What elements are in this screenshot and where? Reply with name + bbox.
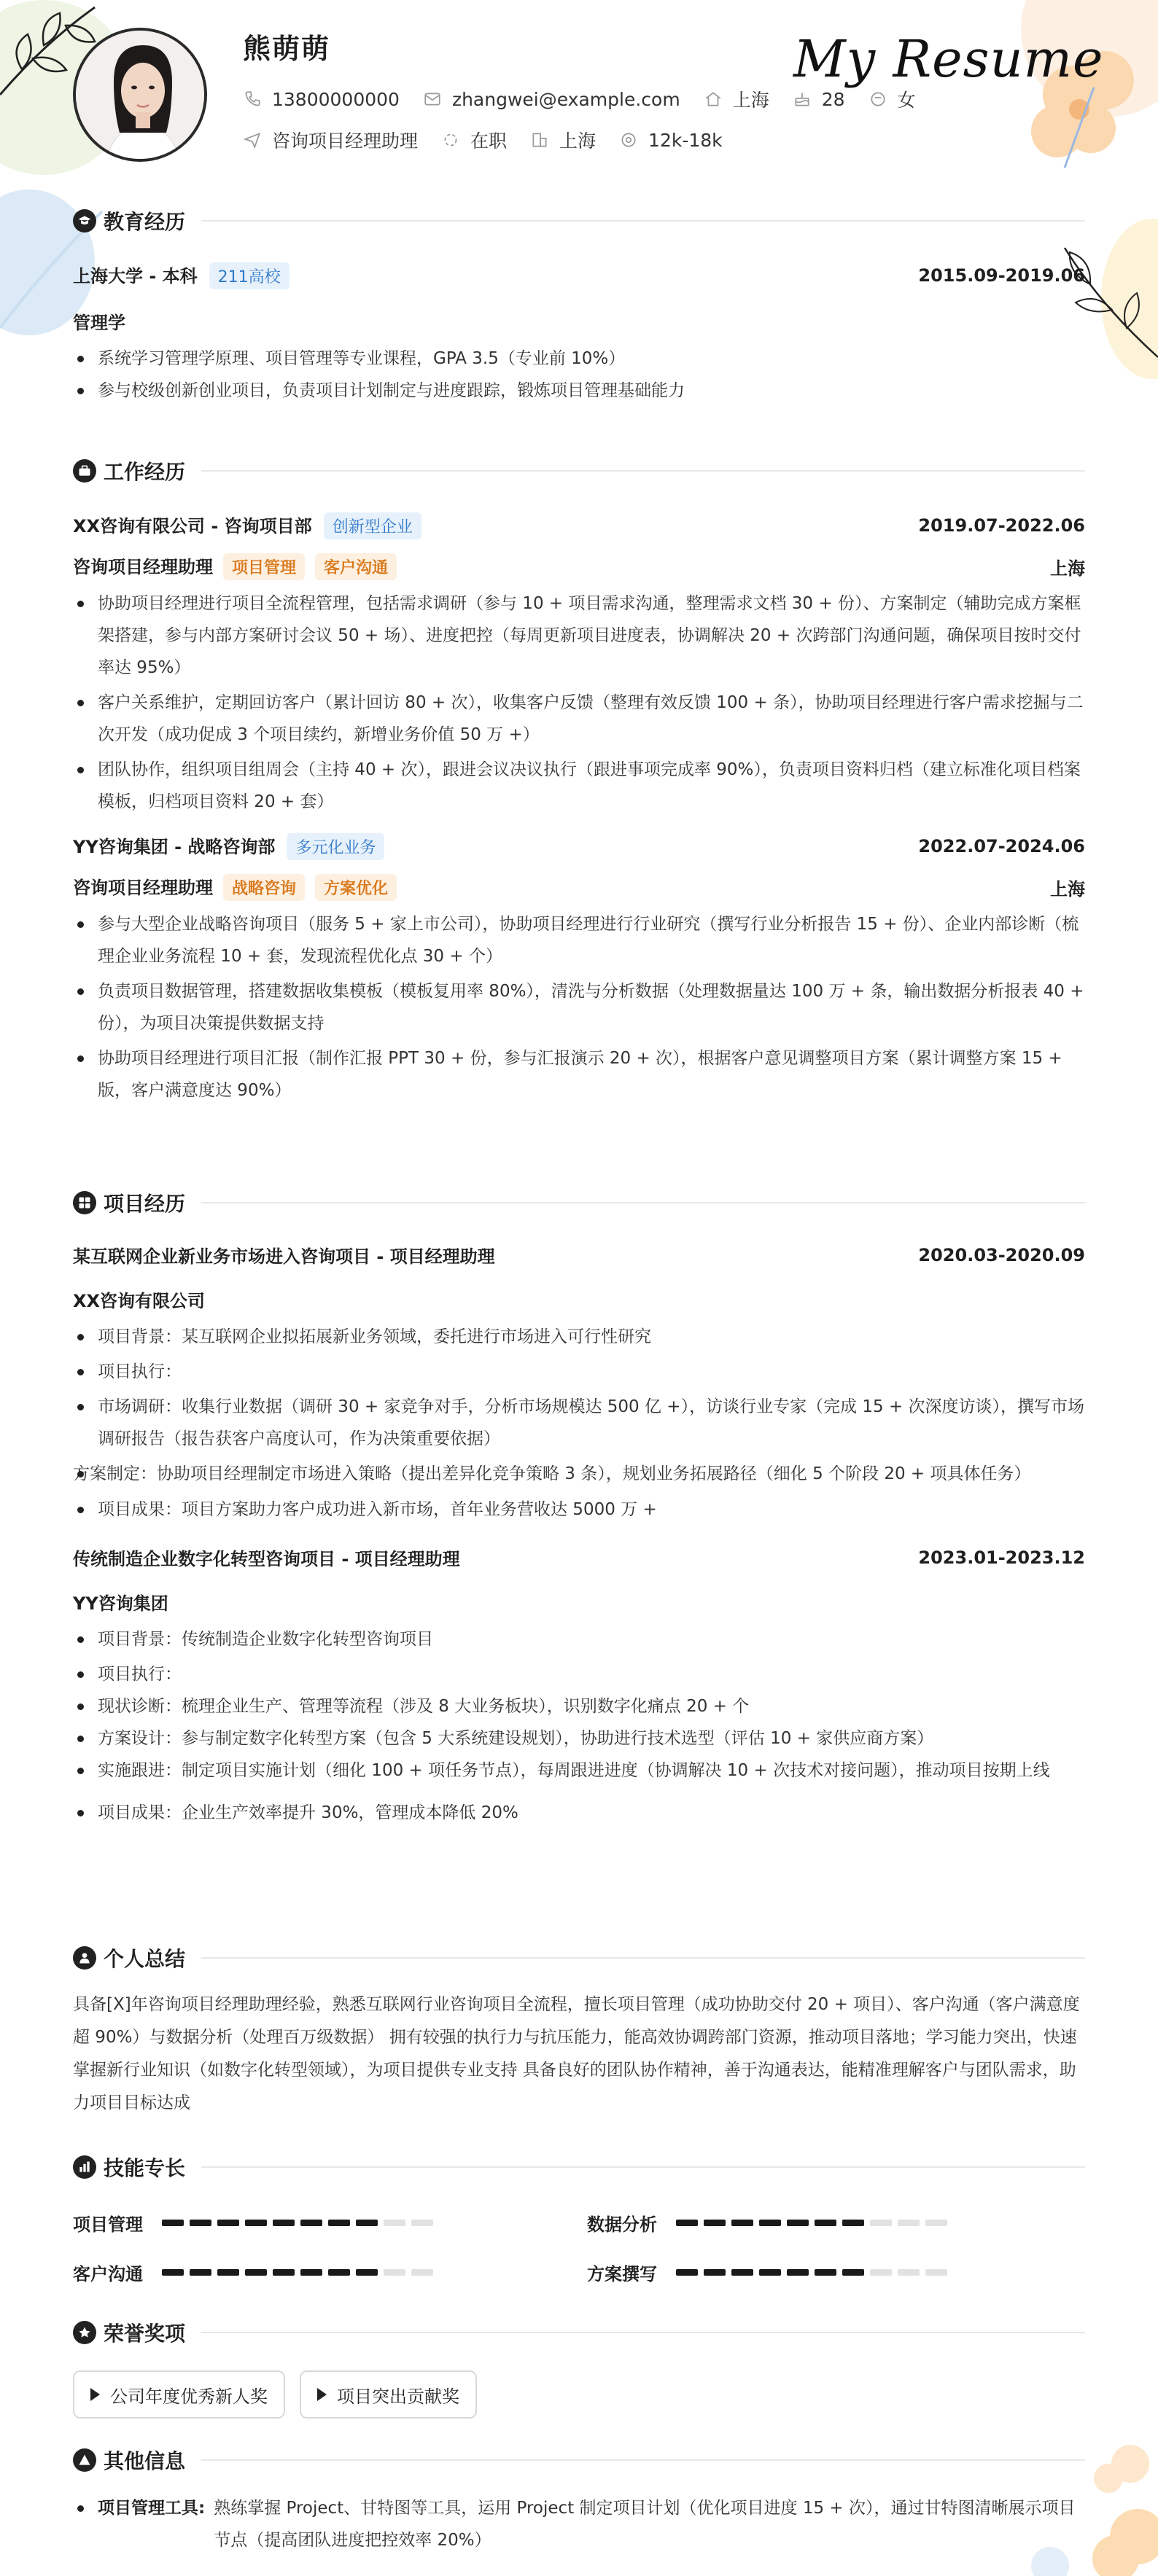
list-item: 项目执行： — [73, 1356, 1085, 1388]
divider — [201, 1957, 1085, 1959]
graduation-cap-icon — [73, 209, 96, 233]
divider — [201, 2459, 1085, 2461]
chart-icon — [73, 2155, 96, 2179]
list-item: 团队协作，组织项目组周会（主持 40 + 次），跟进会议决议执行（跟进事项完成率 90%），负责项目资料归档（建立标准化项目档案模板，归档项目资料 20 + 套） — [73, 754, 1085, 818]
award-chip — [73, 2370, 285, 2419]
skill-level-segment — [870, 2220, 892, 2226]
skill-level-segment — [245, 2269, 267, 2276]
skill-level-segment — [842, 2220, 864, 2226]
skill-level-segment — [384, 2269, 405, 2276]
contact-info-row — [243, 86, 939, 112]
list-item: 实施跟进：制定项目实施计划（细化 100 + 项任务节点），每周跟进进度（协调解决 10 + 次技术对接问题），推动项目按期上线 — [73, 1755, 1085, 1787]
skill-level-segment — [411, 2269, 433, 2276]
education-section — [73, 206, 1085, 407]
project-name: 传统制造企业数字化转型咨询项目 - 项目经理助理 — [73, 1549, 460, 1569]
skill-level-segment — [328, 2269, 350, 2276]
grid-icon — [73, 1191, 96, 1214]
list-item: 协助项目经理进行项目全流程管理，包括需求调研（参与 10 + 项目需求沟通，整理需求文档 30 + 份）、方案制定（辅助完成方案框架搭建，参与内部方案研讨会议 50 + 场）、进度把控（每周更新项目进度表，协调解决 20 + 次跨部门沟通问题，确保项目按时交付率达 95%） — [73, 588, 1085, 684]
send-icon — [243, 130, 262, 149]
skill-level-bar — [162, 2269, 439, 2276]
skill-level-segment — [356, 2269, 378, 2276]
role-text: 咨询项目经理助理 — [73, 557, 213, 577]
project-result — [73, 1494, 1085, 1526]
job-role-row — [73, 553, 1085, 580]
candidate-name: 熊萌萌 — [243, 33, 331, 65]
summary-text: 具备[X]年咨询项目经理助理经验，熟悉互联网行业咨询项目全流程，擅长项目管理（成功协助交付 20 + 项目）、客户沟通（客户满意度超 90%）与数据分析（处理百万级数据） 拥有较强的执行力与抗压能力，能高效协调跨部门资源，推动项目落地；学习能力突出，快速掌握新行业知识（如数字化转型领域），为项目提供专业支持 具备良好的团队协作精神，善于沟通表达，能精准理解客户与团队需求，助力项目目标达成 — [73, 1995, 1080, 2112]
age-text: 28 — [821, 88, 845, 110]
divider — [201, 220, 1085, 222]
job-period: 2019.07-2022.06 — [918, 515, 1085, 536]
skill-level-bar — [676, 2269, 953, 2276]
coin-icon — [619, 130, 638, 149]
project-bullets — [73, 1321, 1085, 1455]
list-item: 协助项目经理进行项目汇报（制作汇报 PPT 30 + 份，参与汇报演示 20 + 次），根据客户意见调整项目方案（累计调整方案 15 + 版，客户满意度达 90%） — [73, 1042, 1085, 1106]
building-icon — [530, 130, 549, 149]
list-item: 市场调研：收集行业数据（调研 30 + 家竞争对手，分析市场规模达 500 亿 +），访谈行业专家（完成 15 + 次深度访谈），撰写市场调研报告（报告获客户高度认可，作为决策重要依据） — [73, 1391, 1085, 1455]
divider — [201, 2166, 1085, 2168]
award-name: 公司年度优秀新人奖 — [110, 2386, 268, 2407]
project-org: YY咨询集团 — [73, 1593, 168, 1614]
home-icon — [704, 90, 723, 109]
awards-section — [73, 2318, 1085, 2419]
job-city: 上海 — [1050, 558, 1085, 579]
projects-section — [73, 1188, 1085, 1829]
list-item: 系统学习管理学原理、项目管理等专业课程，GPA 3.5（专业前 10%） — [73, 343, 1085, 375]
skill-level-segment — [217, 2220, 239, 2226]
skill-level-segment — [190, 2220, 211, 2226]
company-tag: 创新型企业 — [324, 512, 421, 539]
skill-level-segment — [162, 2269, 184, 2276]
play-icon — [90, 2388, 100, 2401]
skill-level-segment — [676, 2269, 698, 2276]
award-chip — [300, 2370, 477, 2419]
section-title: 个人总结 — [104, 1947, 186, 1971]
skill-level-segment — [217, 2269, 239, 2276]
skill-name: 数据分析 — [587, 2214, 657, 2235]
skill-level-segment — [356, 2220, 378, 2226]
skill-level-segment — [384, 2220, 405, 2226]
other-text: 熟练掌握 Project、甘特图等工具，运用 Project 制定项目计划（优化项目进度 15 + 次），通过甘特图清晰展示项目节点（提高团队进度把控效率 20%） — [214, 2499, 1076, 2550]
role-tag: 客户沟通 — [315, 553, 397, 580]
summary-section — [73, 1943, 1085, 2120]
hometown-item — [704, 86, 769, 112]
skill-level-segment — [787, 2220, 809, 2226]
portrait-image — [76, 31, 207, 162]
skill-level-segment — [273, 2220, 295, 2226]
education-header-row — [73, 262, 1085, 289]
list-item: 项目背景：传统制造企业数字化转型咨询项目 — [73, 1623, 1085, 1655]
other-label — [73, 2492, 205, 2556]
skill-level-segment — [815, 2220, 836, 2226]
age-item — [793, 89, 845, 110]
job-bullets — [73, 588, 1085, 818]
project-header-row — [73, 1242, 1085, 1268]
cake-icon — [793, 90, 812, 109]
role — [73, 553, 397, 580]
phone-icon — [243, 90, 262, 109]
divider — [201, 470, 1085, 472]
skill-level-segment — [731, 2220, 753, 2226]
skill-level-segment — [273, 2269, 295, 2276]
target-position-text: 咨询项目经理助理 — [272, 130, 419, 152]
role-tag: 方案优化 — [315, 874, 397, 901]
job-role-row — [73, 873, 1085, 901]
section-title: 项目经历 — [104, 1192, 186, 1216]
other-section — [73, 2446, 1085, 2556]
award-list — [73, 2370, 1085, 2419]
skill-level-segment — [731, 2269, 753, 2276]
company-text: XX咨询有限公司 - 咨询项目部 — [73, 516, 312, 536]
role-text: 咨询项目经理助理 — [73, 878, 213, 898]
status-item — [441, 127, 507, 153]
skill-level-segment — [300, 2220, 322, 2226]
job-header-row — [73, 512, 1085, 539]
other-label-text: 项目管理工具: — [98, 2499, 206, 2518]
project-period: 2020.03-2020.09 — [918, 1244, 1085, 1265]
other-item — [73, 2492, 1085, 2556]
phone-item — [243, 89, 400, 110]
education-period: 2015.09-2019.06 — [918, 265, 1085, 286]
list-item: 负责项目数据管理，搭建数据收集模板（模板复用率 80%），清洗与分析数据（处理数据量达 100 万 + 条，输出数据分析报表 40 + 份），为项目决策提供数据支持 — [73, 975, 1085, 1039]
mail-icon — [423, 90, 442, 109]
section-title: 技能专长 — [104, 2156, 186, 2180]
skill-item — [587, 2260, 953, 2285]
education-bullets — [73, 343, 1085, 407]
skill-item — [73, 2260, 439, 2285]
project-period: 2023.01-2023.12 — [918, 1547, 1085, 1568]
hometown-text: 上海 — [732, 90, 769, 111]
list-item: 客户关系维护，定期回访客户（累计回访 80 + 次），收集客户反馈（整理有效反馈 100 + 条），协助项目经理进行客户需求挖掘与二次开发（成功促成 3 个项目续约，新增业务价值 50 万 +） — [73, 687, 1085, 751]
info-icon — [73, 2448, 96, 2472]
project-header-row — [73, 1545, 1085, 1570]
skill-level-segment — [245, 2220, 267, 2226]
section-title: 工作经历 — [104, 460, 186, 484]
target-position-item — [243, 127, 418, 153]
gender-item — [868, 86, 916, 112]
bullet-dot — [77, 2505, 84, 2512]
skill-level-segment — [162, 2220, 184, 2226]
school-tag: 211高校 — [209, 262, 290, 289]
list-item: 项目执行： — [73, 1658, 1085, 1690]
skill-name: 方案撰写 — [587, 2264, 657, 2284]
loading-icon — [441, 130, 460, 149]
list-item: 参与校级创新创业项目，负责项目计划制定与进度跟踪，锻炼项目管理基础能力 — [73, 375, 1085, 407]
section-title: 教育经历 — [104, 210, 186, 234]
company-text: YY咨询集团 - 战略咨询部 — [73, 837, 276, 857]
company-tag: 多元化业务 — [287, 833, 384, 860]
skill-level-segment — [328, 2220, 350, 2226]
skill-level-segment — [676, 2220, 698, 2226]
skill-level-segment — [759, 2220, 781, 2226]
skill-level-segment — [411, 2220, 433, 2226]
divider — [201, 2332, 1085, 2333]
status-text: 在职 — [470, 130, 508, 152]
phone-text: 13800000000 — [272, 88, 400, 110]
gender-text: 女 — [897, 90, 916, 111]
section-header — [73, 1188, 1085, 1217]
skill-item — [587, 2210, 953, 2236]
award-name: 项目突出贡献奖 — [337, 2386, 459, 2407]
list-item: 参与大型企业战略咨询项目（服务 5 + 家上市公司），协助项目经理进行行业研究（撰写行业分析报告 15 + 份）、企业内部诊断（梳理企业业务流程 10 + 套，发现流程优化点 30 + 个） — [73, 908, 1085, 972]
salary-item — [619, 130, 723, 151]
section-header — [73, 2446, 1085, 2475]
job-intent-row — [243, 127, 746, 153]
project-name: 某互联网企业新业务市场进入咨询项目 - 项目经理助理 — [73, 1246, 495, 1267]
skill-level-bar — [162, 2220, 439, 2226]
skill-level-segment — [842, 2269, 864, 2276]
divider — [201, 1202, 1085, 1203]
list-item: 方案设计：参与制定数字化转型方案（包含 5 大系统建设规划），协助进行技术选型（评估 10 + 家供应商方案） — [73, 1722, 1085, 1755]
avatar — [73, 28, 207, 162]
section-title: 其他信息 — [104, 2449, 186, 2473]
section-header — [73, 456, 1085, 485]
email-text: zhangwei@example.com — [451, 88, 680, 110]
gender-icon — [868, 90, 887, 109]
project-extra-line: 方案制定：协助项目经理制定市场进入策略（提出差异化竞争策略 3 条），规划业务拓展路径（细化 5 个阶段 20 + 项具体任务） — [73, 1464, 1031, 1483]
target-city-item — [530, 127, 596, 153]
company-name — [73, 512, 421, 539]
briefcase-icon — [73, 459, 96, 483]
resume-title: My Resume — [793, 29, 1104, 89]
role-tag: 项目管理 — [223, 553, 305, 580]
email-item — [423, 89, 680, 110]
project-org: XX咨询有限公司 — [73, 1291, 206, 1311]
skill-item — [73, 2210, 439, 2236]
list-item: 项目成果：企业生产效率提升 30%，管理成本降低 20% — [73, 1797, 1085, 1829]
target-city-text: 上海 — [559, 130, 597, 152]
list-item: 现状诊断：梳理企业生产、管理等流程（涉及 8 大业务板块），识别数字化痛点 20 + 个 — [73, 1690, 1085, 1722]
salary-text: 12k-18k — [648, 129, 723, 151]
section-header — [73, 206, 1085, 235]
skill-level-segment — [870, 2269, 892, 2276]
skill-level-segment — [190, 2269, 211, 2276]
major: 管理学 — [73, 313, 125, 333]
job-period: 2022.07-2024.06 — [918, 836, 1085, 856]
skills-section — [73, 2152, 1085, 2182]
user-icon — [73, 1946, 96, 1970]
role-tag: 战略咨询 — [223, 874, 305, 901]
skill-level-segment — [759, 2269, 781, 2276]
skill-level-segment — [787, 2269, 809, 2276]
section-header — [73, 1943, 1085, 1972]
skill-level-segment — [925, 2269, 947, 2276]
company-name — [73, 832, 384, 860]
flower-decoration-top-right — [948, 0, 1158, 190]
job-header-row — [73, 832, 1085, 860]
skill-level-segment — [898, 2269, 920, 2276]
section-header — [73, 2318, 1085, 2347]
job-bullets — [73, 908, 1085, 1106]
skill-level-segment — [704, 2269, 726, 2276]
list-item: 项目成果：项目方案助力客户成功进入新市场，首年业务营收达 5000 万 + — [73, 1494, 1085, 1526]
section-header — [73, 2152, 1085, 2182]
section-title: 荣誉奖项 — [104, 2322, 186, 2346]
job-city: 上海 — [1050, 878, 1085, 899]
list-item: 项目背景：某互联网企业拟拓展新业务领域，委托进行市场进入可行性研究 — [73, 1321, 1085, 1353]
school-name — [73, 262, 290, 289]
work-section — [73, 456, 1085, 1106]
school-text: 上海大学 - 本科 — [73, 266, 198, 286]
skill-name: 客户沟通 — [73, 2264, 143, 2284]
project-bullets — [73, 1623, 1085, 1829]
skill-name: 项目管理 — [73, 2214, 143, 2235]
skill-level-segment — [925, 2220, 947, 2226]
skill-level-segment — [300, 2269, 322, 2276]
role — [73, 873, 397, 901]
skill-level-segment — [898, 2220, 920, 2226]
skill-level-bar — [676, 2220, 953, 2226]
medal-icon — [73, 2321, 96, 2344]
play-icon — [317, 2388, 327, 2401]
skill-level-segment — [815, 2269, 836, 2276]
skill-level-segment — [704, 2220, 726, 2226]
